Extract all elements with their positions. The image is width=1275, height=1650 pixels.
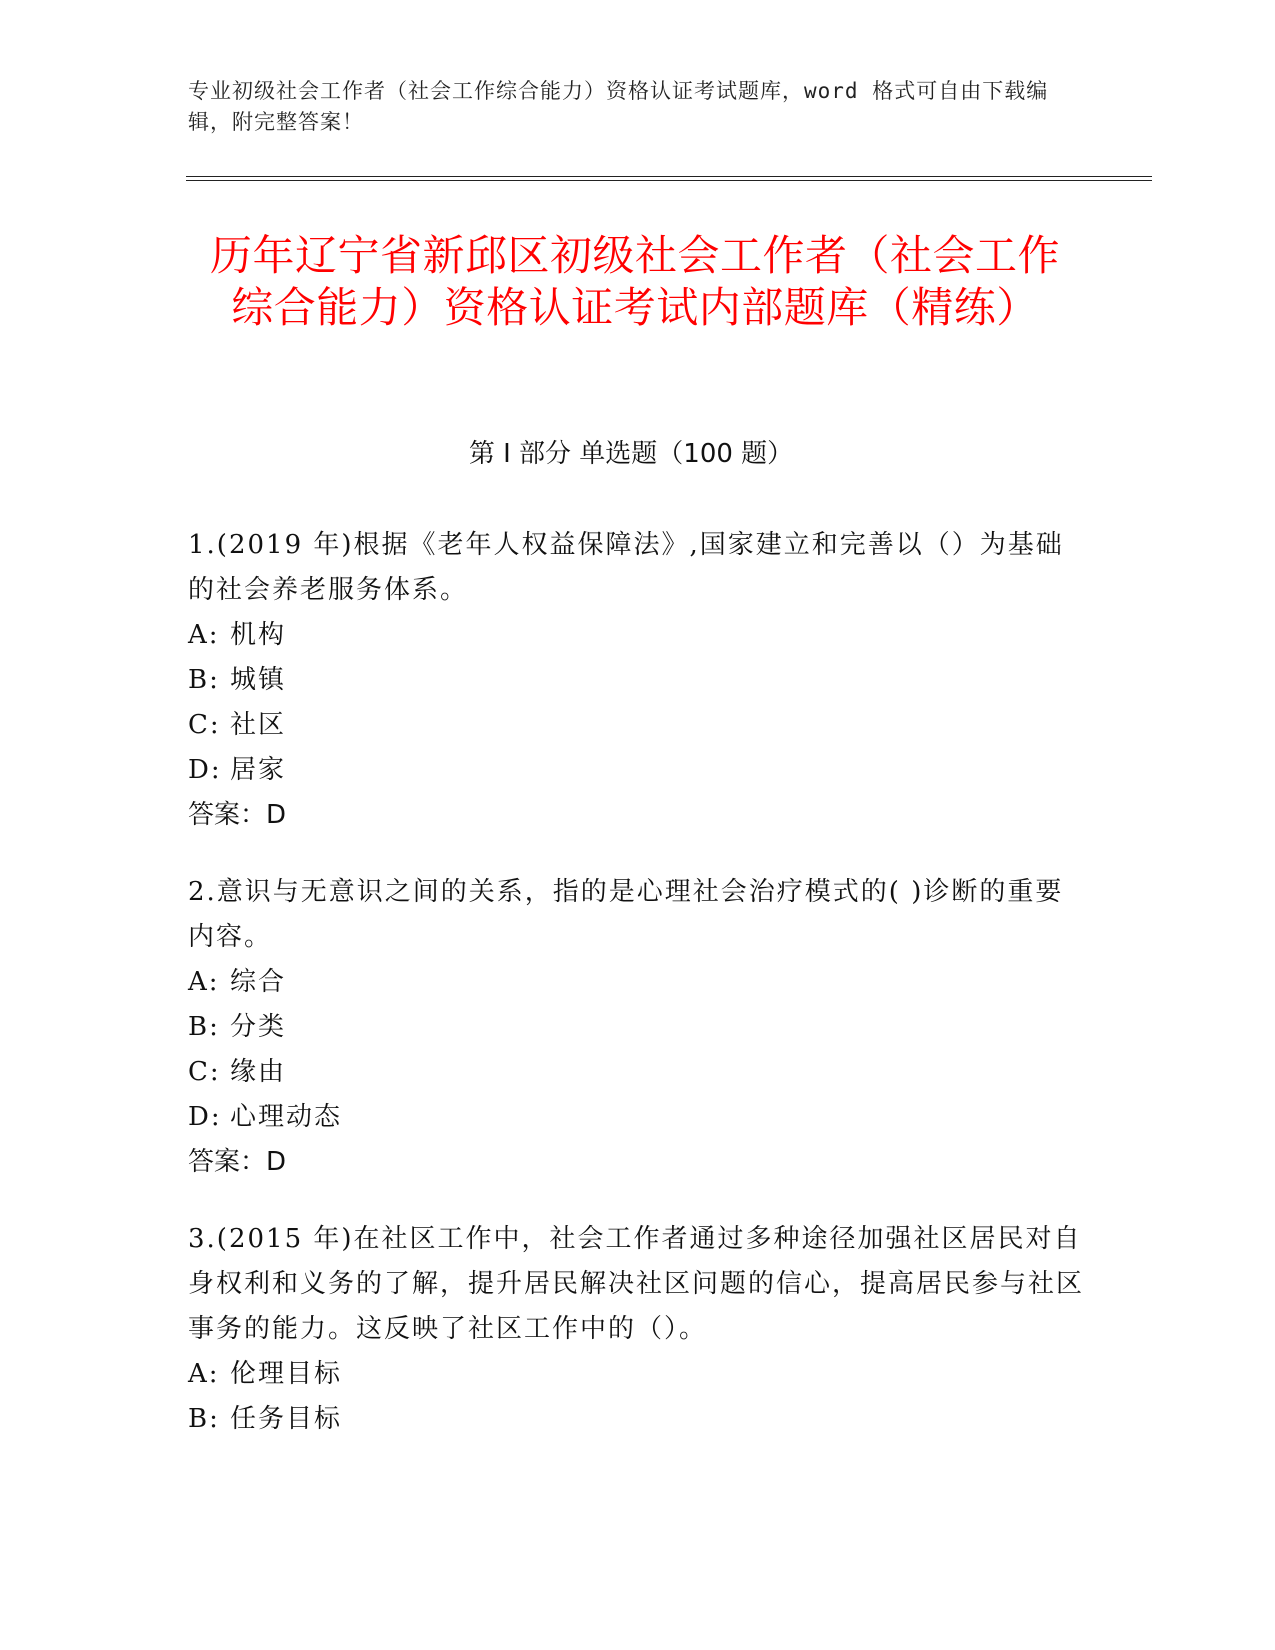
option-letter: A: xyxy=(188,967,220,997)
option-text: 城镇 xyxy=(230,665,287,695)
option-c xyxy=(188,1050,1088,1095)
option-text: 伦理目标 xyxy=(230,1359,343,1389)
option-text: 分类 xyxy=(230,1012,287,1042)
option-d xyxy=(188,1095,1088,1140)
option-text: 任务目标 xyxy=(230,1404,343,1434)
question-stem: 2.意识与无意识之间的关系，指的是心理社会治疗模式的( )诊断的重要内容。 xyxy=(188,877,1064,952)
question-2 xyxy=(188,870,1088,1185)
question-stem: 3.(2015 年)在社区工作中，社会工作者通过多种途径加强社区居民对自身权利和义务的了解，提升居民解决社区问题的信心，提高居民参与社区事务的能力。这反映了社区工作中的（）。 xyxy=(188,1224,1085,1344)
option-letter: B: xyxy=(188,1012,220,1042)
option-text: 心理动态 xyxy=(230,1102,343,1132)
option-letter: A: xyxy=(188,620,220,650)
option-text: 居家 xyxy=(230,755,287,785)
option-b xyxy=(188,658,1088,703)
question-stem: 1.(2019 年)根据《老年人权益保障法》,国家建立和完善以（）为基础的社会养老服务体系。 xyxy=(188,530,1064,605)
option-letter: C: xyxy=(188,710,221,740)
header-divider xyxy=(186,176,1152,181)
option-b xyxy=(188,1005,1088,1050)
option-letter: D: xyxy=(188,755,222,785)
option-text: 社区 xyxy=(230,710,287,740)
section-title: 第 I 部分 单选题（100 题） xyxy=(468,439,794,469)
option-b xyxy=(188,1397,1088,1442)
header-note: 专业初级社会工作者（社会工作综合能力）资格认证考试题库，word 格式可自由下载编辑，附完整答案！ xyxy=(188,79,1049,134)
option-letter: A: xyxy=(188,1359,220,1389)
option-letter: B: xyxy=(188,665,220,695)
answer-line: 答案：D xyxy=(188,1147,287,1177)
option-a xyxy=(188,1352,1088,1397)
option-text: 综合 xyxy=(230,967,287,997)
option-a xyxy=(188,960,1088,1005)
option-text: 缘由 xyxy=(230,1057,287,1087)
document-title: 历年辽宁省新邱区初级社会工作者（社会工作综合能力）资格认证考试内部题库（精练） xyxy=(209,231,1060,332)
question-1 xyxy=(188,523,1088,838)
option-letter: D: xyxy=(188,1102,222,1132)
option-c xyxy=(188,703,1088,748)
question-3 xyxy=(188,1217,1088,1442)
option-d xyxy=(188,748,1088,793)
option-letter: B: xyxy=(188,1404,220,1434)
option-a xyxy=(188,613,1088,658)
option-text: 机构 xyxy=(230,620,287,650)
answer-line: 答案：D xyxy=(188,800,287,830)
option-letter: C: xyxy=(188,1057,221,1087)
